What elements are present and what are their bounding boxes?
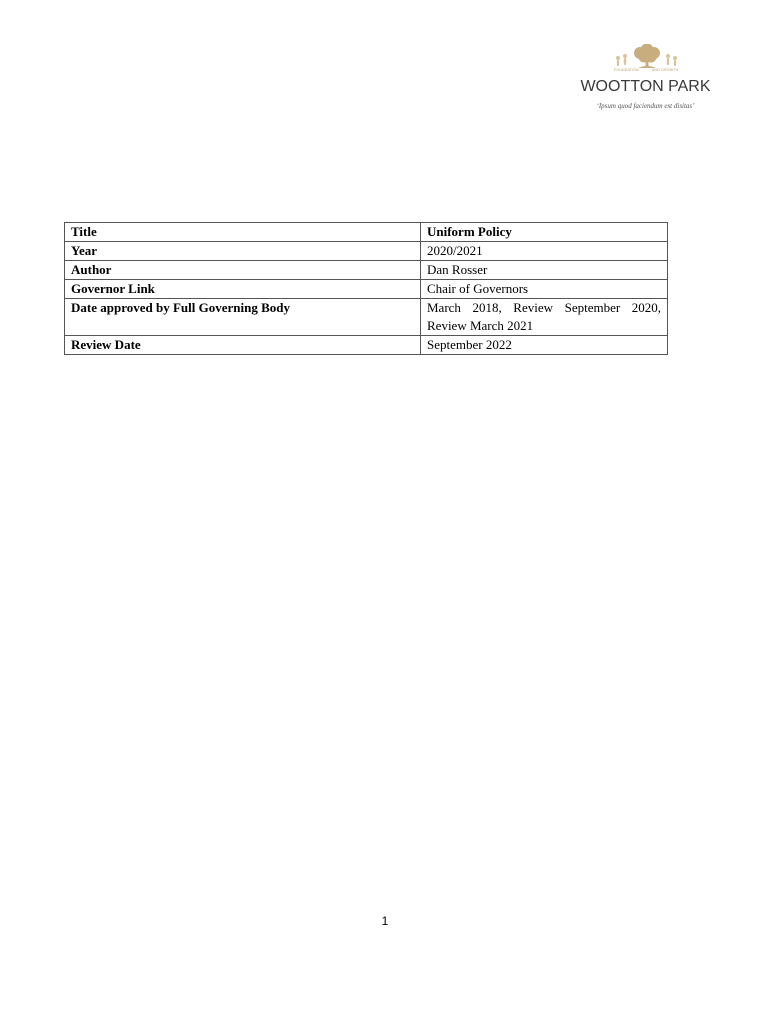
row-value: September 2022 [421,336,668,355]
logo-motto: ‘Ipsum quod faciendum est disitas’ [596,102,695,110]
row-value: Dan Rosser [421,261,668,280]
row-label: Title [65,223,421,242]
row-label: Year [65,242,421,261]
logo-wordmark: WOOTTON PARK [580,78,711,95]
logo-small-right: AND GROWTH [652,68,679,72]
row-label: Date approved by Full Governing Body [65,299,421,336]
table-row [65,280,668,299]
policy-info-table [64,222,668,355]
row-value: 2020/2021 [421,242,668,261]
row-value: Chair of Governors [421,280,668,299]
row-label: Review Date [65,336,421,355]
row-label: Governor Link [65,280,421,299]
page-number: 1 [381,914,389,928]
table-row [65,242,668,261]
table-row [65,223,668,242]
table-row [65,299,668,336]
table-row [65,336,668,355]
school-logo [578,44,713,114]
row-value: Uniform Policy [421,223,668,242]
row-label: Author [65,261,421,280]
table-row [65,261,668,280]
tree-emblem-icon [578,44,713,78]
row-value: March 2018, Review September 2020, Review March 2021 [421,299,668,336]
logo-small-left: FOUNDATION [614,68,639,72]
